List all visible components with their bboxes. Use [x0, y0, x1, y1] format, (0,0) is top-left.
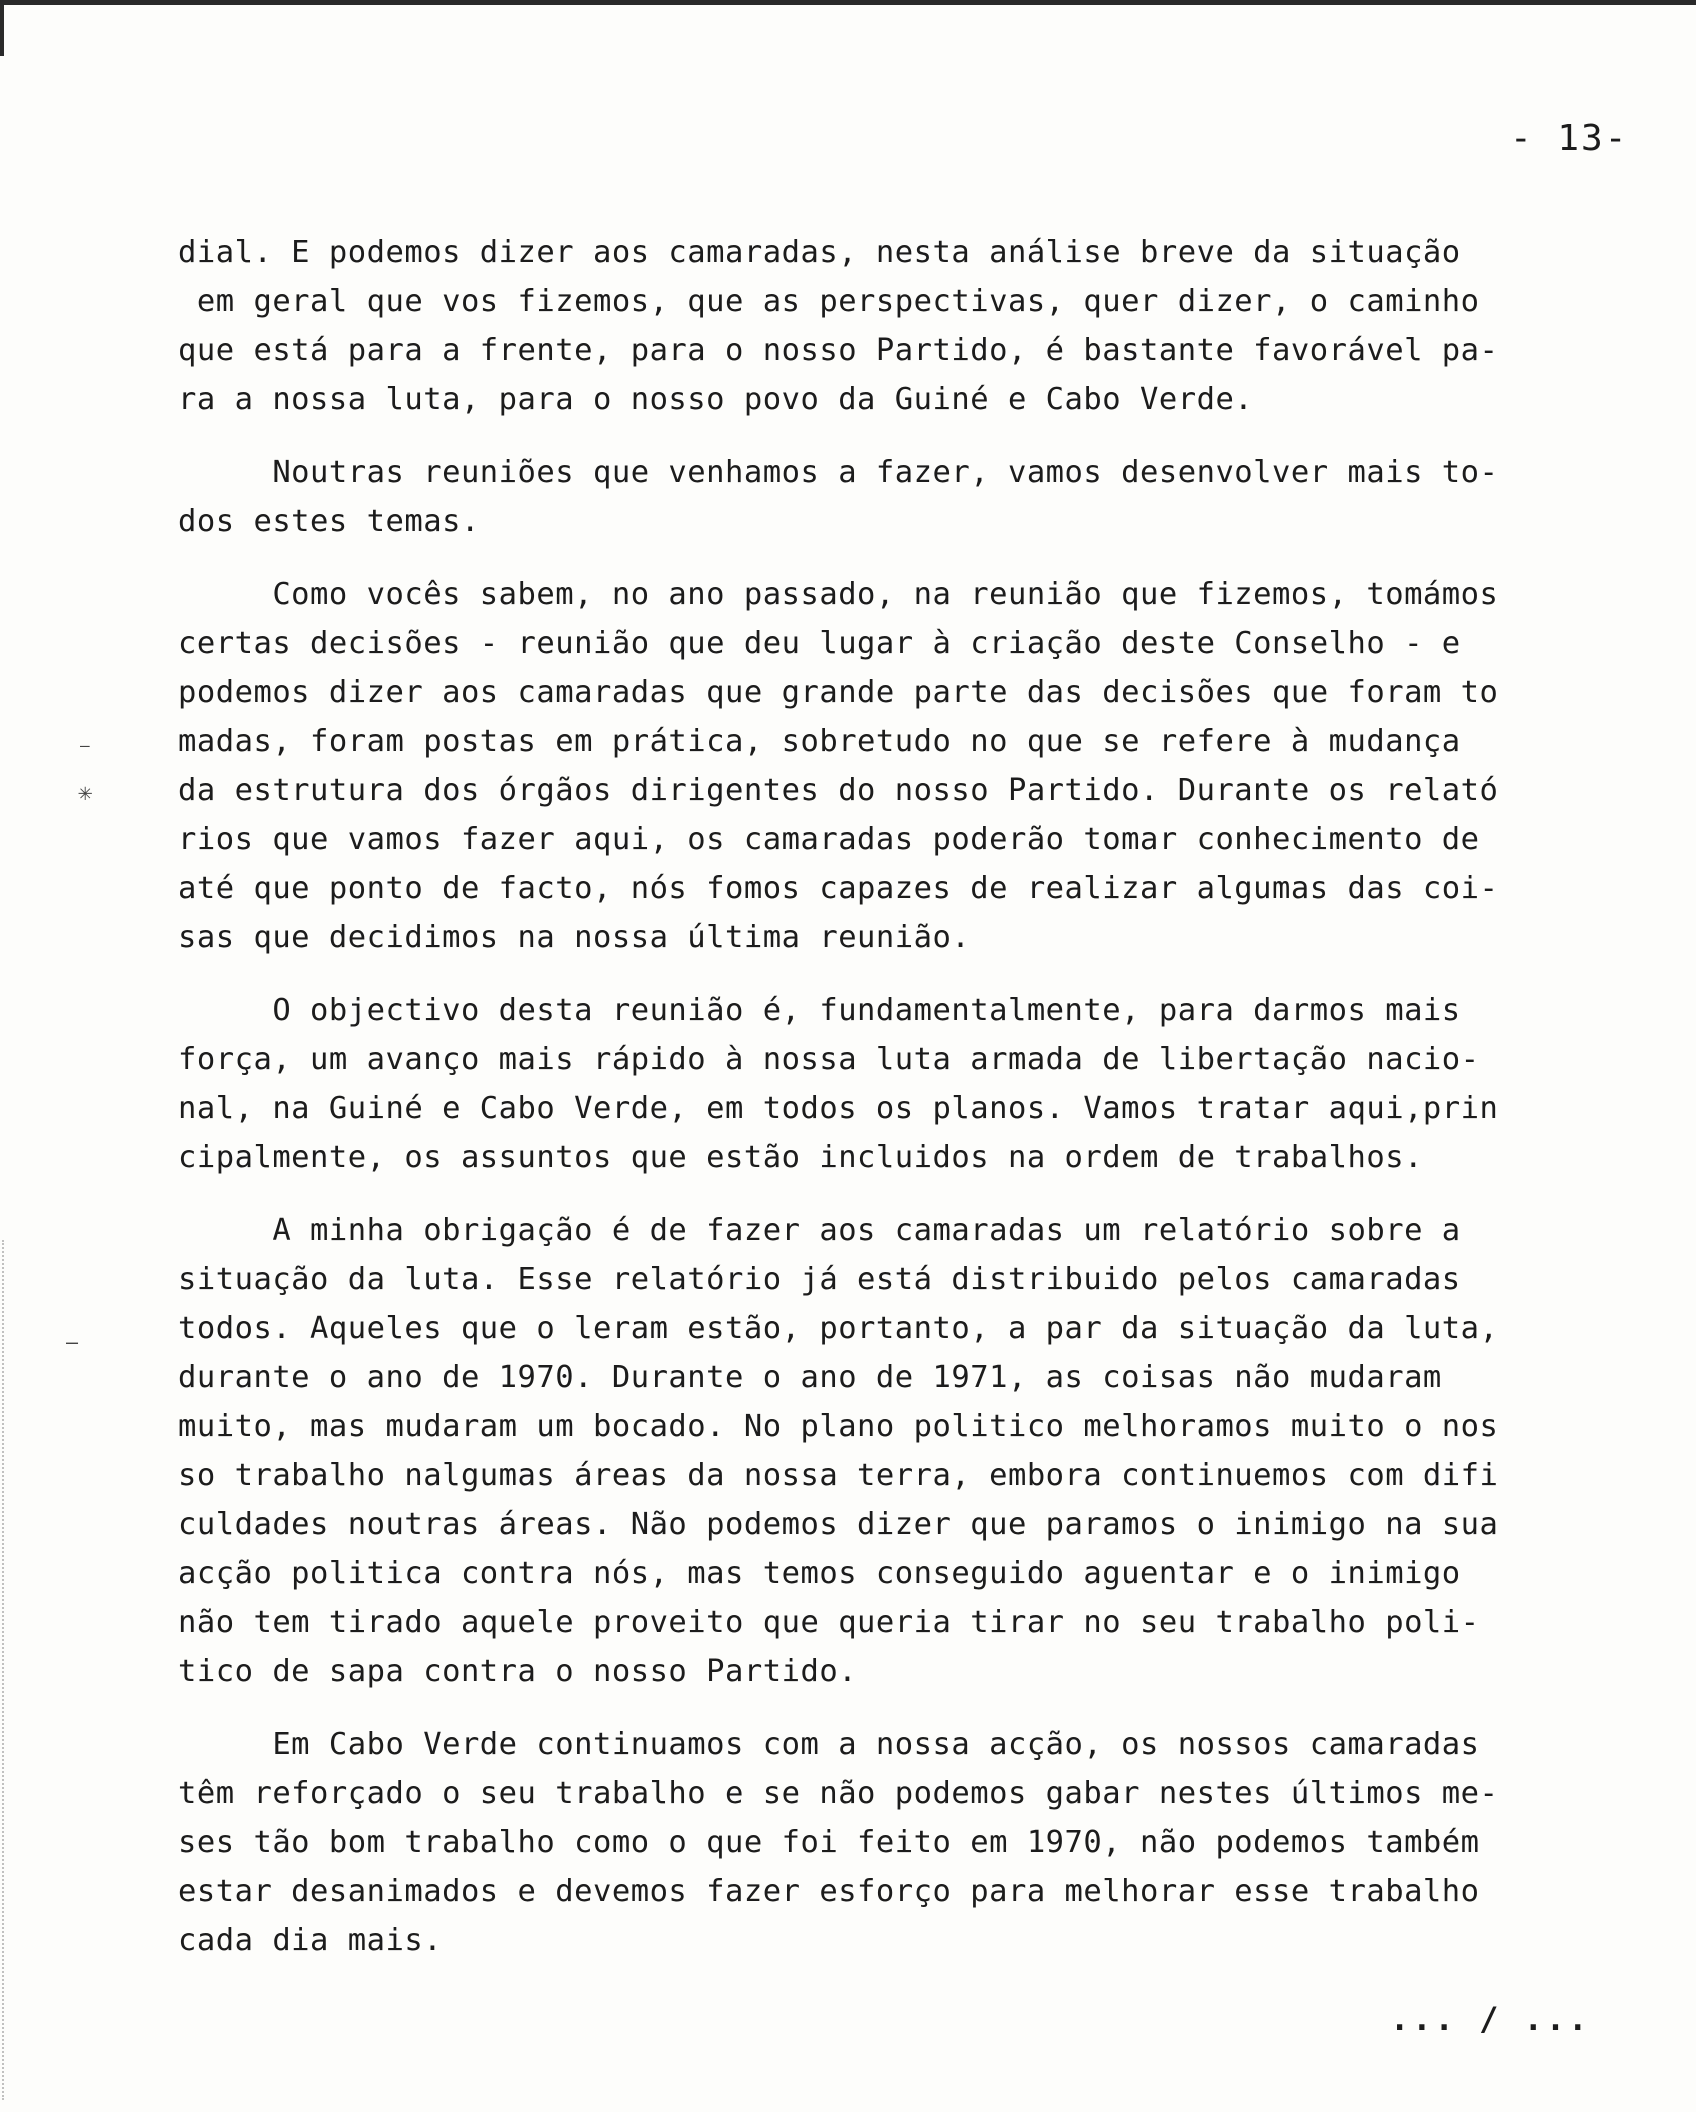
text-line: sas que decidimos na nossa última reunião. — [178, 920, 971, 955]
text-line: O objectivo desta reunião é, fundamentalmente, para darmos mais — [178, 993, 1461, 1028]
text-line: A minha obrigação é de fazer aos camaradas um relatório sobre a — [178, 1213, 1461, 1248]
text-line: em geral que vos fizemos, que as perspectivas, quer dizer, o caminho — [178, 284, 1480, 319]
text-line: certas decisões - reunião que deu lugar à criação deste Conselho - e — [178, 626, 1461, 661]
paragraph-gap — [178, 962, 1618, 986]
paragraph-gap — [178, 546, 1618, 570]
text-line: Em Cabo Verde continuamos com a nossa acção, os nossos camaradas — [178, 1727, 1480, 1762]
text-line: muito, mas mudaram um bocado. No plano politico melhoramos muito o nos — [178, 1409, 1499, 1444]
text-line: têm reforçado o seu trabalho e se não podemos gabar nestes últimos me- — [178, 1776, 1499, 1811]
text-line: não tem tirado aquele proveito que queria tirar no seu trabalho poli- — [178, 1605, 1480, 1640]
text-line: Noutras reuniões que venhamos a fazer, vamos desenvolver mais to- — [178, 455, 1499, 490]
text-line: cada dia mais. — [178, 1923, 443, 1958]
text-line: da estrutura dos órgãos dirigentes do nosso Partido. Durante os relató — [178, 773, 1499, 808]
text-line: so trabalho nalgumas áreas da nossa terra, embora continuemos com difi — [178, 1458, 1499, 1493]
margin-dash-small: — — [80, 736, 90, 755]
page-number: - 13- — [1510, 118, 1629, 159]
text-line: cipalmente, os assuntos que estão incluidos na ordem de trabalhos. — [178, 1140, 1423, 1175]
margin-dash: — — [66, 1330, 79, 1354]
text-line: acção politica contra nós, mas temos conseguido aguentar e o inimigo — [178, 1556, 1461, 1591]
paragraph — [178, 448, 1618, 546]
text-line: culdades noutras áreas. Não podemos dizer que paramos o inimigo na sua — [178, 1507, 1499, 1542]
text-line: tico de sapa contra o nosso Partido. — [178, 1654, 858, 1689]
text-line: madas, foram postas em prática, sobretudo no que se refere à mudança — [178, 724, 1461, 759]
page-left-edge — [0, 0, 4, 56]
paragraph — [178, 986, 1618, 1182]
text-line: rios que vamos fazer aqui, os camaradas poderão tomar conhecimento de — [178, 822, 1480, 857]
text-line: dial. E podemos dizer aos camaradas, nesta análise breve da situação — [178, 235, 1461, 270]
text-line: situação da luta. Esse relatório já está distribuido pelos camaradas — [178, 1262, 1461, 1297]
text-line: durante o ano de 1970. Durante o ano de 1971, as coisas não mudaram — [178, 1360, 1442, 1395]
text-line: que está para a frente, para o nosso Partido, é bastante favorável pa- — [178, 333, 1499, 368]
text-line: força, um avanço mais rápido à nossa luta armada de libertação nacio- — [178, 1042, 1480, 1077]
paragraph-gap — [178, 1182, 1618, 1206]
text-line: ses tão bom trabalho como o que foi feito em 1970, não podemos também — [178, 1825, 1480, 1860]
text-line: podemos dizer aos camaradas que grande parte das decisões que foram to — [178, 675, 1499, 710]
text-line: dos estes temas. — [178, 504, 480, 539]
paragraph-gap — [178, 424, 1618, 448]
text-line: até que ponto de facto, nós fomos capazes de realizar algumas das coi- — [178, 871, 1499, 906]
paragraph — [178, 1720, 1618, 1965]
continuation-marker: ... / ... — [1390, 2000, 1591, 2038]
scan-edge-noise — [2, 1240, 7, 2100]
paragraph — [178, 228, 1618, 424]
paragraph — [178, 570, 1618, 962]
text-line: nal, na Guiné e Cabo Verde, em todos os planos. Vamos tratar aqui,prin — [178, 1091, 1499, 1126]
text-line: Como vocês sabem, no ano passado, na reunião que fizemos, tomámos — [178, 577, 1499, 612]
document-body — [178, 228, 1618, 1965]
paragraph — [178, 1206, 1618, 1696]
text-line: ra a nossa luta, para o nosso povo da Guiné e Cabo Verde. — [178, 382, 1254, 417]
text-line: estar desanimados e devemos fazer esforço para melhorar esse trabalho — [178, 1874, 1480, 1909]
paragraph-gap — [178, 1696, 1618, 1720]
page-top-edge — [0, 0, 1696, 5]
text-line: todos. Aqueles que o leram estão, portanto, a par da situação da luta, — [178, 1311, 1499, 1346]
margin-mark: ✳ — [78, 778, 93, 806]
